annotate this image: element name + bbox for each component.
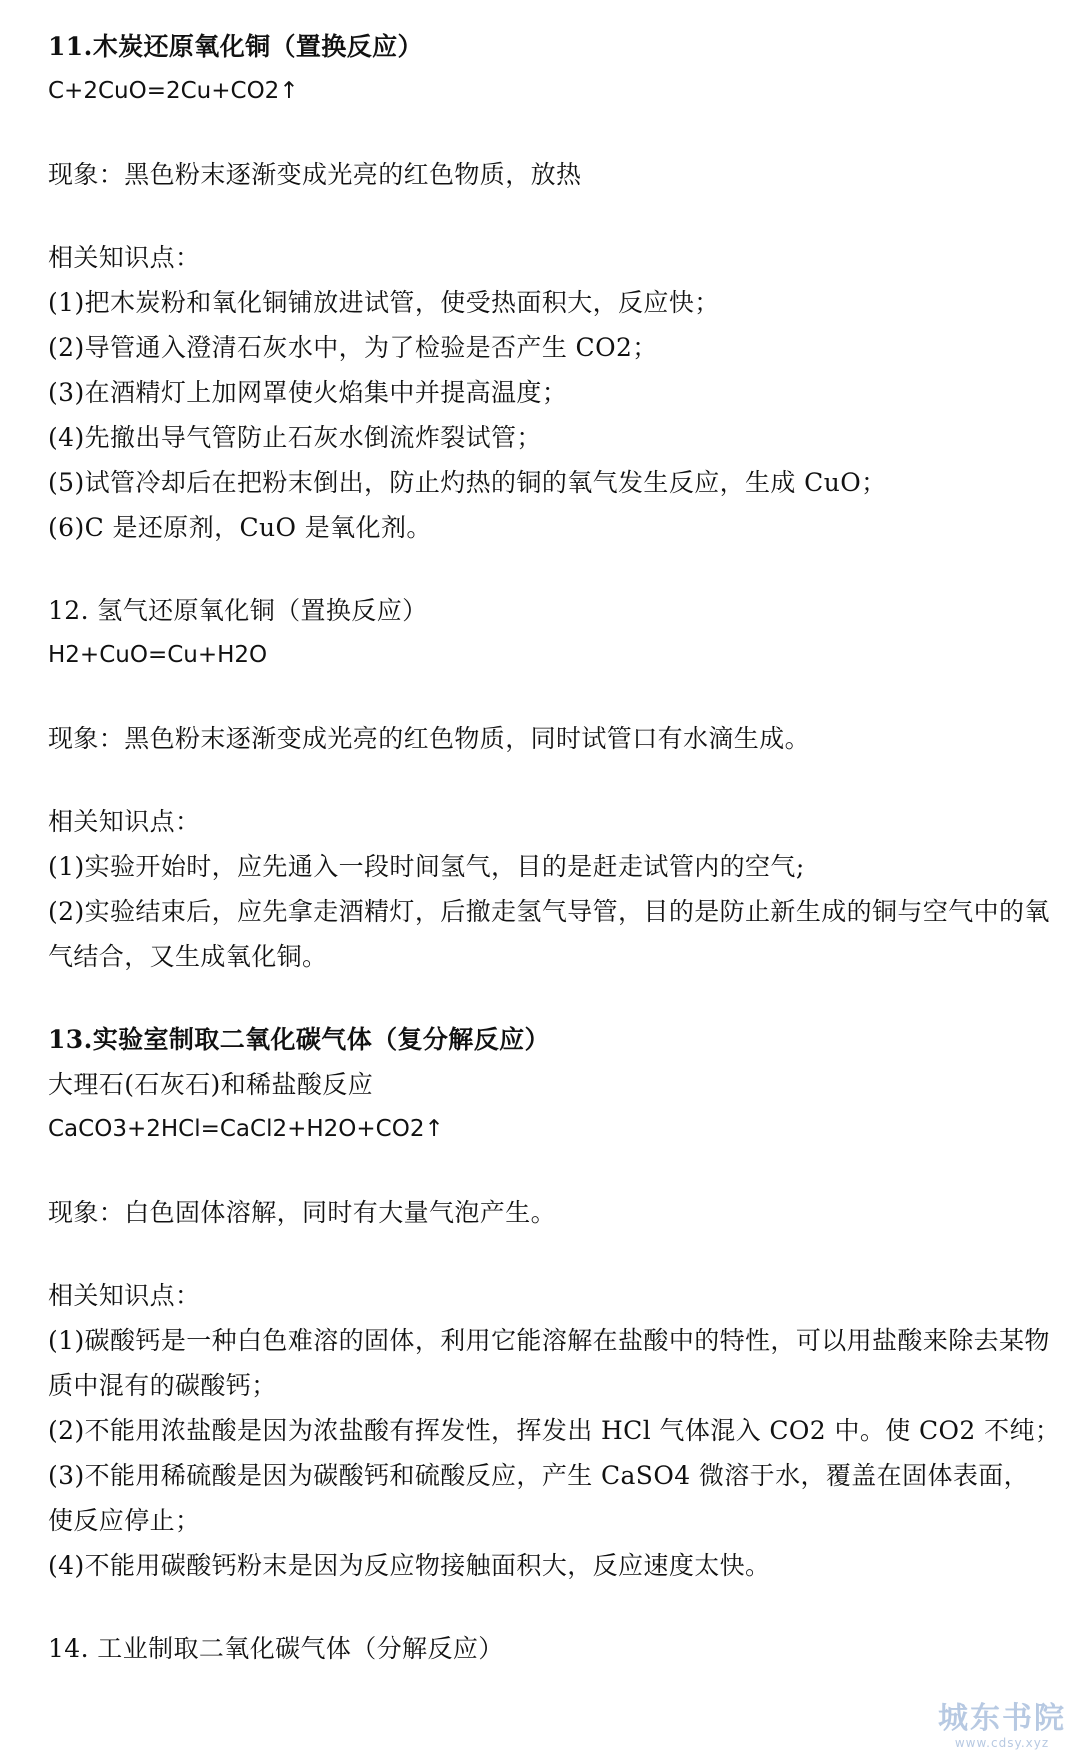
section-13-point-4: (4)不能用碳酸钙粉末是因为反应物接触面积大，反应速度太快。 [48, 1551, 771, 1580]
section-12-equation: H2+CuO=Cu+H2O [48, 642, 268, 668]
watermark-name: 城东书院 [938, 1701, 1066, 1736]
section-11 [48, 24, 1050, 550]
section-11-knowledge-heading: 相关知识点： [48, 243, 201, 272]
section-12 [48, 588, 1050, 979]
section-12-knowledge-heading: 相关知识点： [48, 807, 201, 836]
section-11-title: 11.木炭还原氧化铜（置换反应） [48, 32, 423, 61]
section-11-point-5: (5)试管冷却后在把粉末倒出，防止灼热的铜的氧气发生反应，生成 CuO； [48, 468, 887, 497]
section-13 [48, 1017, 1061, 1588]
section-13-title: 13.实验室制取二氧化碳气体（复分解反应） [48, 1025, 550, 1054]
section-11-point-4: (4)先撤出导气管防止石灰水倒流炸裂试管； [48, 423, 542, 452]
section-13-point-1: (1)碳酸钙是一种白色难溶的固体，利用它能溶解在盐酸中的特性，可以用盐酸来除去某物质中混有的碳酸钙； [48, 1326, 1050, 1400]
section-14-title: 14. 工业制取二氧化碳气体（分解反应） [48, 1634, 504, 1663]
section-12-phenomenon: 现象：黑色粉末逐渐变成光亮的红色物质，同时试管口有水滴生成。 [48, 724, 811, 753]
section-12-point-1: (1)实验开始时，应先通入一段时间氢气，目的是赶走试管内的空气; [48, 852, 805, 881]
section-13-phenomenon: 现象：白色固体溶解，同时有大量气泡产生。 [48, 1198, 557, 1227]
section-12-point-2: (2)实验结束后，应先拿走酒精灯，后撤走氢气导管，目的是防止新生成的铜与空气中的氧气结合，又生成氧化铜。 [48, 897, 1050, 971]
section-14 [48, 1626, 1050, 1671]
watermark-url: www.cdsy.xyz [954, 1736, 1050, 1750]
section-11-point-1: (1)把木炭粉和氧化铜铺放进试管，使受热面积大，反应快； [48, 288, 720, 317]
section-12-title: 12. 氢气还原氧化铜（置换反应） [48, 596, 428, 625]
section-13-subtitle: 大理石(石灰石)和稀盐酸反应 [48, 1070, 374, 1099]
section-13-knowledge-heading: 相关知识点： [48, 1281, 201, 1310]
section-11-point-2: (2)导管通入澄清石灰水中，为了检验是否产生 CO2； [48, 333, 658, 362]
section-11-point-6: (6)C 是还原剂，CuO 是氧化剂。 [48, 513, 432, 542]
section-13-point-3: (3)不能用稀硫酸是因为碳酸钙和硫酸反应，产生 CaSO4 微溶于水，覆盖在固体表面，使反应停止； [48, 1461, 1030, 1535]
section-13-equation: CaCO3+2HCl=CaCl2+H2O+CO2↑ [48, 1116, 444, 1142]
section-11-phenomenon: 现象：黑色粉末逐渐变成光亮的红色物质，放热 [48, 160, 582, 189]
section-11-equation: C+2CuO=2Cu+CO2↑ [48, 78, 299, 104]
section-13-point-2: (2)不能用浓盐酸是因为浓盐酸有挥发性，挥发出 HCl 气体混入 CO2 中。使 CO2 不纯； [48, 1416, 1061, 1445]
section-11-point-3: (3)在酒精灯上加网罩使火焰集中并提高温度； [48, 378, 568, 407]
watermark-logo [938, 1702, 1066, 1750]
